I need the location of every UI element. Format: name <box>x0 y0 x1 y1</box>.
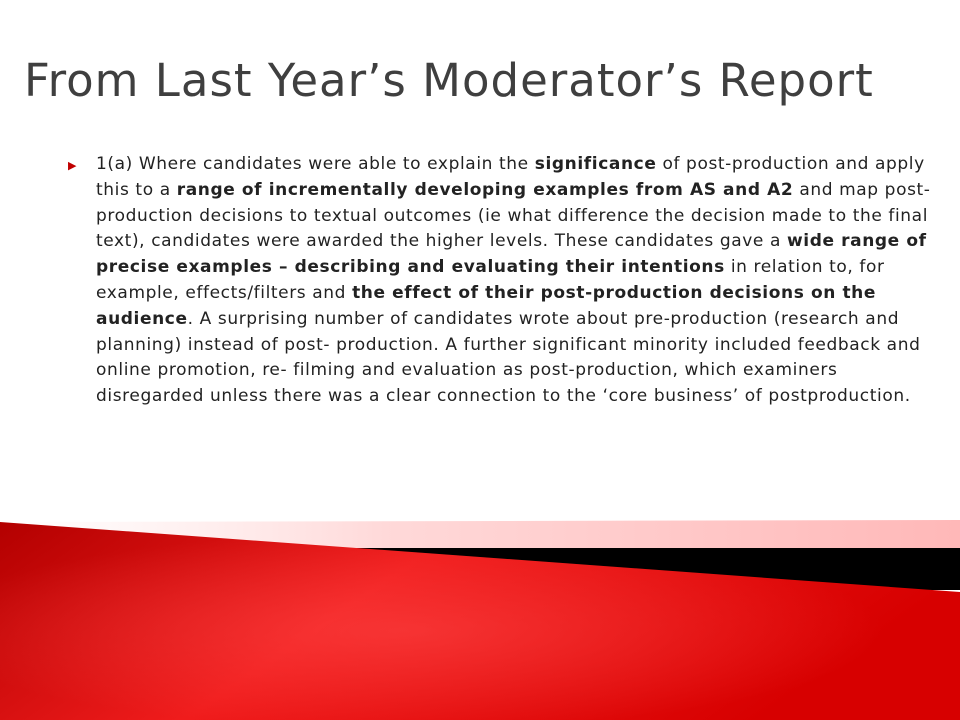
text-segment: in relation to, for example, effects/filters and <box>96 257 885 303</box>
bold-text-segment: significance <box>534 154 657 174</box>
bold-text-segment: wide range of precise examples – describing and evaluating their intentions <box>96 231 927 278</box>
text-segment: of post-production and apply this to a <box>96 154 925 200</box>
triangle-bullet-icon: ▶ <box>68 159 78 172</box>
bold-text-segment: range of incrementally developing examples from AS and A2 <box>176 179 794 200</box>
bold-text-segment: the effect of their post-production decisions on the audience <box>96 282 877 329</box>
text-segment: . A surprising number of candidates wrote about pre-production (research and planning) instead of post- production. A further significant minority included feedback and online promotion, re- filming and evaluation as post-production, which examiners disregarded unless there was a clear connection to the ‘core business’ of postproduction. <box>96 308 921 407</box>
text-segment: and map post- production decisions to textual outcomes (ie what difference the decision made to the final text), candidates were awarded the higher levels. These candidates gave a <box>96 179 931 252</box>
slide-title: From Last Year’s Moderator’s Report <box>24 54 874 107</box>
text-segment: 1(a) Where candidates were able to explain the <box>96 154 535 174</box>
